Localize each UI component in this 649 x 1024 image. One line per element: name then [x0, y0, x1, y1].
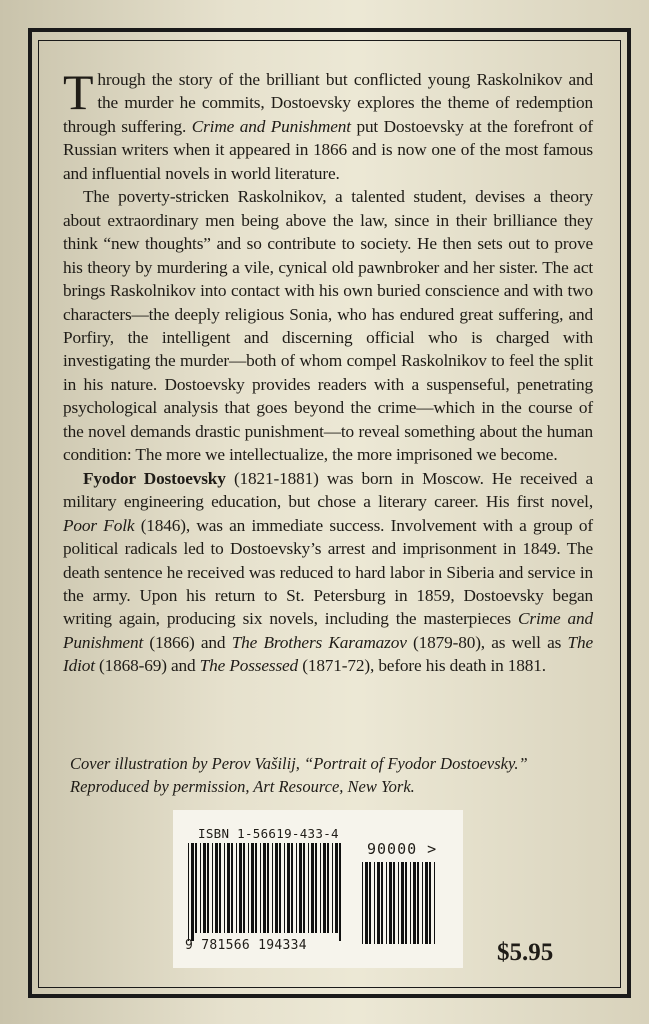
ean-barcode: [188, 843, 344, 941]
barcode-bar: [248, 843, 249, 933]
credit-line-1: Cover illustration by Perov Vašilij, “Portrait of Fyodor Dostoevsky.”: [70, 754, 528, 773]
barcode-bar: [381, 862, 383, 944]
price-code-digits: 90000 >: [367, 840, 438, 858]
barcode-bar: [422, 862, 423, 944]
barcode-bar: [263, 843, 266, 933]
barcode-bar: [323, 843, 326, 933]
barcode-bar: [236, 843, 237, 933]
synopsis-paragraph-2: The poverty-stricken Raskolnikov, a talented student, devises a theory about extraordinary men being above the law, since in their brilliance they think “new thoughts” and so contribute to society. He then sets out to prove his theory by murdering a vile, cynical old pawnbroker and her sister. The act brings Raskolnikov into contact with his own buried conscience and with two characters—the deeply religious Sonia, who has endured great suffering, and Porfiry, the intelligent and discerning official who is charged with investigating the murder—both of whom compel Raskolnikov to feel the split in his nature. Dostoevsky provides readers with a suspenseful, penetrating psychological analysis that goes beyond the crime—which in the course of the novel demands drastic punishment—to reveal something about the human condition: The more we intellectualize, the more imprisoned we become.: [63, 187, 593, 465]
barcode-bar: [275, 843, 278, 933]
barcode-bar: [291, 843, 293, 933]
author-bio-paragraph: Fyodor Dostoevsky (1821-1881) was born in Moscow. He received a military engineering education, but chose a literary career. His first novel, Poor Folk (1846), was an immediate success. Involvement with a group of political radicals led to Dostoevsky’s arrest and imprisonment in 1849. The death sentence he received was reduced to hard labor in Siberia and service in the army. Upon his return to St. Petersburg in 1859, Dostoevsky began writing again, producing six novels, including the masterpieces Crime and Punishment (1866) and The Brothers Karamazov (1879-80), as well as The Idiot (1868-69) and The Possessed (1871-72), before his death in 1881.: [63, 468, 594, 676]
barcode-bar: [413, 862, 416, 944]
barcode-bar: [434, 862, 435, 944]
barcode-bar: [389, 862, 392, 944]
barcode-bar: [327, 843, 329, 933]
price: $5.95: [497, 939, 554, 966]
barcode-bar: [200, 843, 201, 933]
barcode-bar: [303, 843, 305, 933]
synopsis-paragraph-1: Through the story of the brilliant but conflicted young Raskolnikov and the murder he commits, Dostoevsky explores the theme of redemption through suffering. Crime and Punishment put Dostoevsky at the forefront of Russian writers when it appeared in 1866 and is now one of the most famous and influential novels in world literature.: [63, 64, 593, 183]
barcode-bar: [203, 843, 206, 933]
barcode-bar: [308, 843, 309, 933]
barcode-bar: [224, 843, 225, 933]
barcode-bar: [369, 862, 371, 944]
barcode-bar: [401, 862, 404, 944]
barcode-bar: [227, 843, 230, 933]
price-addon-barcode: [362, 862, 438, 944]
barcode-bar: [410, 862, 411, 944]
book-title: Crime and Punishment: [191, 116, 351, 136]
barcode-bar: [299, 843, 302, 933]
isbn-number: ISBN 1-56619-433-4: [198, 826, 339, 841]
barcode-bar: [393, 862, 395, 944]
barcode-bar: [332, 843, 333, 933]
barcode-bar: [267, 843, 269, 933]
barcode-bar: [320, 843, 321, 933]
credit-line-2: Reproduced by permission, Art Resource, New York.: [70, 777, 415, 796]
barcode-bar: [191, 843, 194, 941]
barcode-bar: [429, 862, 431, 944]
barcode-bar: [425, 862, 428, 944]
barcode-bar: [374, 862, 375, 944]
barcode-bar: [255, 843, 257, 933]
cover-copy: [63, 64, 594, 678]
barcode-bar: [365, 862, 368, 944]
barcode-bar: [207, 843, 209, 933]
barcode-bar: [215, 843, 218, 933]
author-name: Fyodor Dostoevsky: [83, 468, 226, 488]
barcode-bar: [212, 843, 213, 933]
barcode-bar: [315, 843, 317, 933]
barcode-bar: [188, 843, 189, 941]
barcode-bar: [377, 862, 380, 944]
cover-illustration-credit: [70, 752, 570, 798]
barcode-bar: [251, 843, 254, 933]
barcode-bar: [339, 843, 341, 941]
drop-cap: T: [63, 64, 94, 120]
barcode-bar: [362, 862, 363, 944]
barcode-bar: [260, 843, 261, 933]
barcode-bar: [335, 843, 338, 933]
barcode-bar: [243, 843, 245, 933]
barcode-bar: [279, 843, 281, 933]
barcode-bar: [284, 843, 285, 933]
barcode-digits: 9 781566 194334: [185, 938, 307, 953]
barcode-bar: [287, 843, 290, 933]
barcode-bar: [239, 843, 242, 933]
barcode-bar: [405, 862, 407, 944]
barcode-bar: [398, 862, 399, 944]
barcode-bar: [272, 843, 273, 933]
barcode-bar: [311, 843, 314, 933]
barcode-bar: [195, 843, 197, 933]
barcode-bar: [219, 843, 221, 933]
barcode-bar: [296, 843, 297, 933]
barcode-bar: [386, 862, 387, 944]
barcode-bar: [231, 843, 233, 933]
barcode-bar: [417, 862, 419, 944]
